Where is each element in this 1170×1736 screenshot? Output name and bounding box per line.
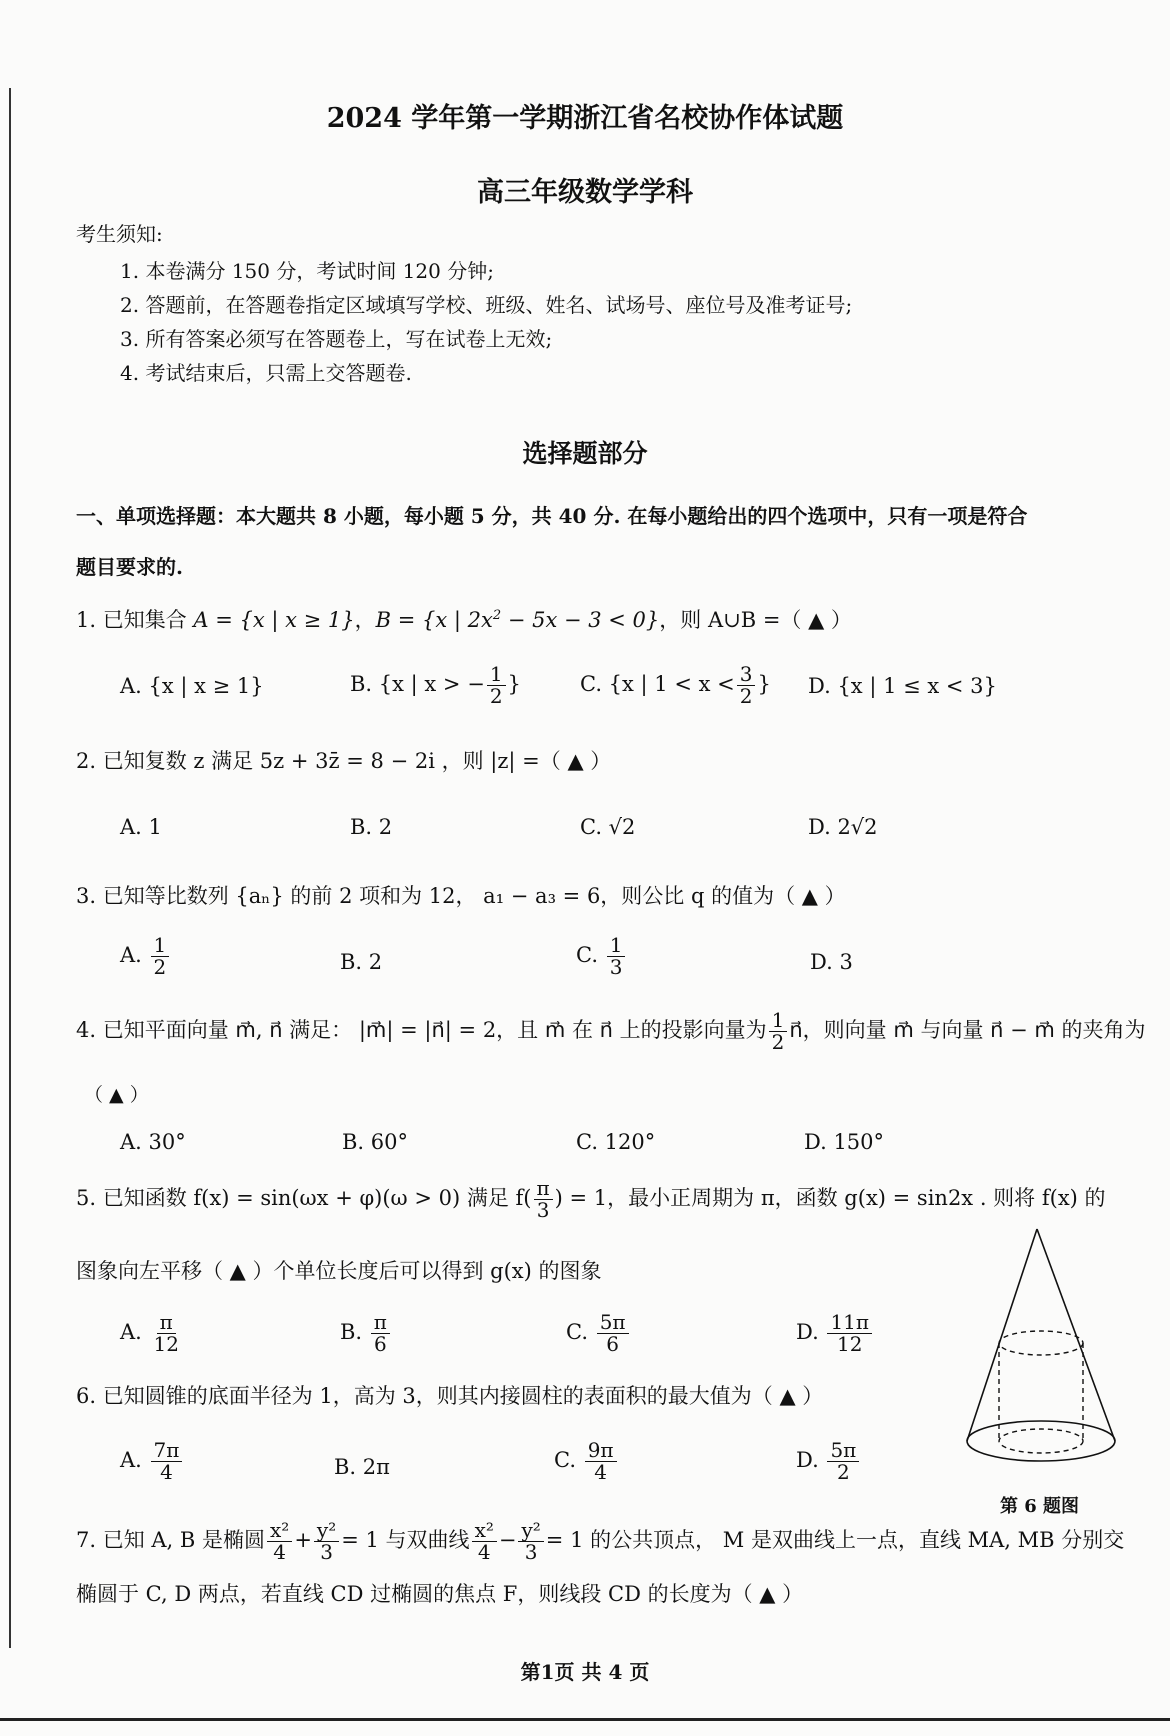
q3-option-b: B. 2 xyxy=(340,950,383,974)
exam-title: 2024 学年第一学期浙江省名校协作体试题 xyxy=(326,103,844,134)
q4-option-b: B. 60° xyxy=(342,1130,409,1154)
left-margin-rule xyxy=(9,88,11,1648)
q1-option-d: D. {x | 1 ≤ x < 3} xyxy=(808,674,997,698)
question-2: 2. 已知复数 z 满足 5z + 3z̄ = 8 − 2i ，则 |z| =（ ▲ ） xyxy=(76,749,612,773)
q4-option-d: D. 150° xyxy=(804,1130,885,1154)
section-title: 选择题部分 xyxy=(522,439,648,468)
q4-option-a: A. 30° xyxy=(120,1130,186,1154)
section-instruction: 一、单项选择题：本大题共 8 小题，每小题 5 分，共 40 分. 在每小题给出的四个选项中，只有一项是符合 xyxy=(76,504,1028,528)
question-4: 4. 已知平面向量 m⃗, n⃗ 满足： |m⃗| = |n⃗| = 2，且 m⃗ 在 n⃗ 上的投影向量为 $\frac{1}{2}$ n⃗，则向量 m⃗ 与向量 n⃗ − m⃗ 的夹角为 xyxy=(76,1008,1146,1054)
q1-option-b: B. {x | x > − $\frac{1}{2}$ } xyxy=(350,662,521,708)
question-5: 5. 已知函数 f(x) = sin(ωx + φ)(ω > 0) 满足 f( $\frac{\pi}{3}$ ) = 1，最小正周期为 π，函数 g(x) = sin2x . 则将 f(x) 的 xyxy=(76,1176,1106,1222)
question-3: 3. 已知等比数列 {aₙ} 的前 2 项和为 12， a₁ − a₃ = 6，则公比 q 的值为（ ▲ ） xyxy=(76,884,846,908)
question-5-cont: 图象向左平移（ ▲ ）个单位长度后可以得到 g(x) 的图象 xyxy=(76,1259,602,1283)
q3-option-d: D. 3 xyxy=(810,950,853,974)
q6-option-b: B. 2π xyxy=(334,1455,390,1479)
notice-heading: 考生须知: xyxy=(76,222,163,246)
q1-option-a: A. {x | x ≥ 1} xyxy=(120,674,264,698)
question-4-cont: （ ▲ ） xyxy=(84,1084,149,1106)
notice-item: 4. 考试结束后，只需上交答题卷. xyxy=(120,361,412,385)
notice-item: 2. 答题前，在答题卷指定区域填写学校、班级、姓名、试场号、座位号及准考证号; xyxy=(120,293,853,317)
q2-option-c: C. √2 xyxy=(580,815,636,839)
q2-option-d: D. 2√2 xyxy=(808,815,878,839)
q5-option-d: D. $\frac{11\pi}{12}$ xyxy=(796,1312,874,1355)
q5-option-a: A. $\frac{\pi}{12}$ xyxy=(120,1310,179,1356)
q6-option-d: D. $\frac{5\pi}{2}$ xyxy=(796,1440,861,1483)
question-7-cont: 椭圆于 C, D 两点，若直线 CD 过椭圆的焦点 F，则线段 CD 的长度为（ ▲ ） xyxy=(76,1582,804,1606)
set-a: A = {x | x ≥ 1} xyxy=(193,608,355,632)
exam-subtitle: 高三年级数学学科 xyxy=(477,177,693,208)
figure-caption: 第 6 题图 xyxy=(1000,1496,1080,1517)
q5-option-c: C. $\frac{5\pi}{6}$ xyxy=(566,1312,631,1355)
page-footer: 第1页 共 4 页 xyxy=(520,1660,650,1684)
notice-item: 1. 本卷满分 150 分，考试时间 120 分钟; xyxy=(120,259,494,283)
q3-option-c: C. $\frac{1}{3}$ xyxy=(576,935,627,978)
question-6: 6. 已知圆锥的底面半径为 1，高为 3，则其内接圆柱的表面积的最大值为（ ▲ ） xyxy=(76,1384,824,1408)
q4-option-c: C. 120° xyxy=(576,1130,656,1154)
q3-option-a: A. $\frac{1}{2}$ xyxy=(120,935,171,978)
section-instruction-cont: 题目要求的. xyxy=(76,555,183,579)
set-b: B = {x | $2x^2 - 5x - 3 < 0$} xyxy=(375,608,660,632)
q2-option-b: B. 2 xyxy=(350,815,393,839)
question-1: 1. 已知集合 A = {x | x ≥ 1}，B = {x | $2x^2 - 5x - 3 < 0$}，则 A∪B =（ ▲ ） xyxy=(76,608,852,632)
q6-option-a: A. $\frac{7\pi}{4}$ xyxy=(120,1440,184,1483)
q1-option-c: C. {x | 1 < x < $\frac{3}{2}$ } xyxy=(580,662,771,708)
bottom-edge-rule xyxy=(0,1718,1170,1721)
q5-option-b: B. $\frac{\pi}{6}$ xyxy=(340,1312,392,1355)
q2-option-a: A. 1 xyxy=(120,815,162,839)
q6-option-c: C. $\frac{9\pi}{4}$ xyxy=(554,1440,619,1483)
notice-item: 3. 所有答案必须写在答题卷上，写在试卷上无效; xyxy=(120,327,553,351)
cone-figure xyxy=(955,1225,1135,1485)
question-7: 7. 已知 A, B 是椭圆 $\frac{\text{x²}}{4}$ + $\frac{\text{y²}}{3}$ = 1 与双曲线 $\frac{\text{x²}}{4}$ − $\frac{\text{y²}}{3}$ = 1 的公共顶点， M 是双曲线上一点，直线 MA, MB 分别交 xyxy=(76,1518,1125,1564)
